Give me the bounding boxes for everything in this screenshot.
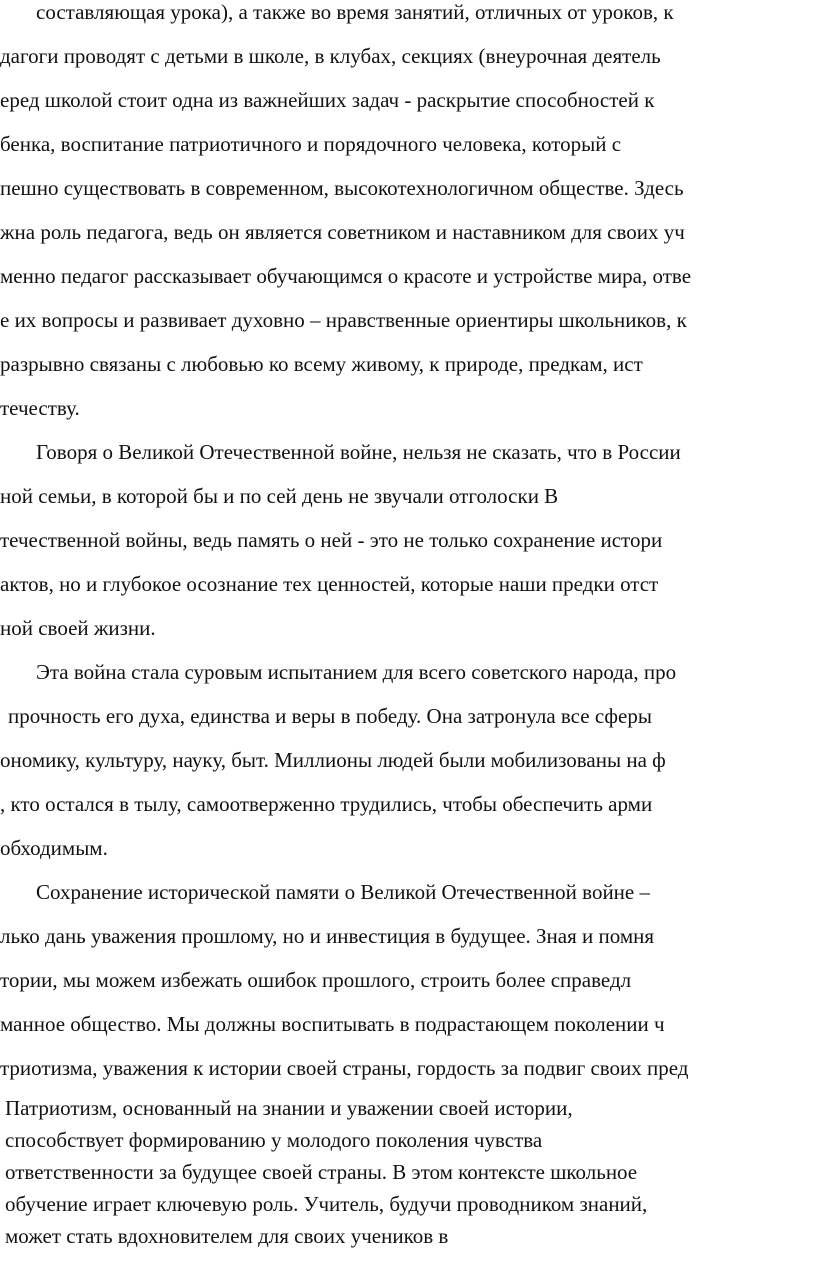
text-line: лько дань уважения прошлому, но и инвестиция в будущее. Зная и помня [0, 924, 655, 948]
text-line: может стать вдохновителем для своих учеников в [5, 1224, 449, 1248]
text-line: разрывно связаны с любовью ко всему живому, к природе, предкам, ист [0, 352, 643, 376]
text-line: ответственности за будущее своей страны. В этом контексте школьное [5, 1160, 638, 1184]
text-line: ономику, культуру, науку, быт. Миллионы людей были мобилизованы на ф [0, 748, 666, 772]
text-line: течественной войны, ведь память о ней - это не только сохранение истори [0, 528, 663, 552]
text-line: способствует формированию у молодого поколения чувства [5, 1128, 543, 1152]
text-line: прочность его духа, единства и веры в победу. Она затронула все сферы [8, 704, 652, 728]
text-line: бенка, воспитание патриотичного и порядочного человека, который с [0, 132, 622, 156]
text-line: тории, мы можем избежать ошибок прошлого, строить более справедл [0, 968, 632, 992]
text-line: дагоги проводят с детьми в школе, в клубах, секциях (внеурочная деятель [0, 44, 661, 68]
text-line: Эта война стала суровым испытанием для всего советского народа, про [36, 660, 677, 684]
text-line: е их вопросы и развивает духовно – нравственные ориентиры школьников, к [0, 308, 687, 332]
text-line: обходимым. [0, 836, 108, 860]
text-line: Сохранение исторической памяти о Великой Отечественной войне – [36, 880, 650, 904]
text-line: актов, но и глубокое осознание тех ценностей, которые наши предки отст [0, 572, 659, 596]
text-line: менно педагог рассказывает обучающимся о красоте и устройстве мира, отве [0, 264, 692, 288]
text-line: ной своей жизни. [0, 616, 156, 640]
text-line: обучение играет ключевую роль. Учитель, будучи проводником знаний, [5, 1192, 648, 1216]
text-line: , кто остался в тылу, самоотверженно трудились, чтобы обеспечить арми [0, 792, 653, 816]
text-line: ной семьи, в которой бы и по сей день не звучали отголоски В [0, 484, 559, 508]
text-line: течеству. [0, 396, 80, 420]
text-line: Говоря о Великой Отечественной войне, нельзя не сказать, что в России [36, 440, 681, 464]
text-line: триотизма, уважения к истории своей страны, гордость за подвиг своих пред [0, 1056, 689, 1080]
text-line: манное общество. Мы должны воспитывать в подрастающем поколении ч [0, 1012, 665, 1036]
text-line: составляющая урока), а также во время занятий, отличных от уроков, к [36, 0, 674, 24]
text-line: еред школой стоит одна из важнейших задач - раскрытие способностей к [0, 88, 655, 112]
text-line: жна роль педагога, ведь он является советником и наставником для своих уч [0, 220, 685, 244]
text-line: Патриотизм, основанный на знании и уважении своей истории, [5, 1096, 573, 1120]
text-line: пешно существовать в современном, высокотехнологичном обществе. Здесь [0, 176, 684, 200]
